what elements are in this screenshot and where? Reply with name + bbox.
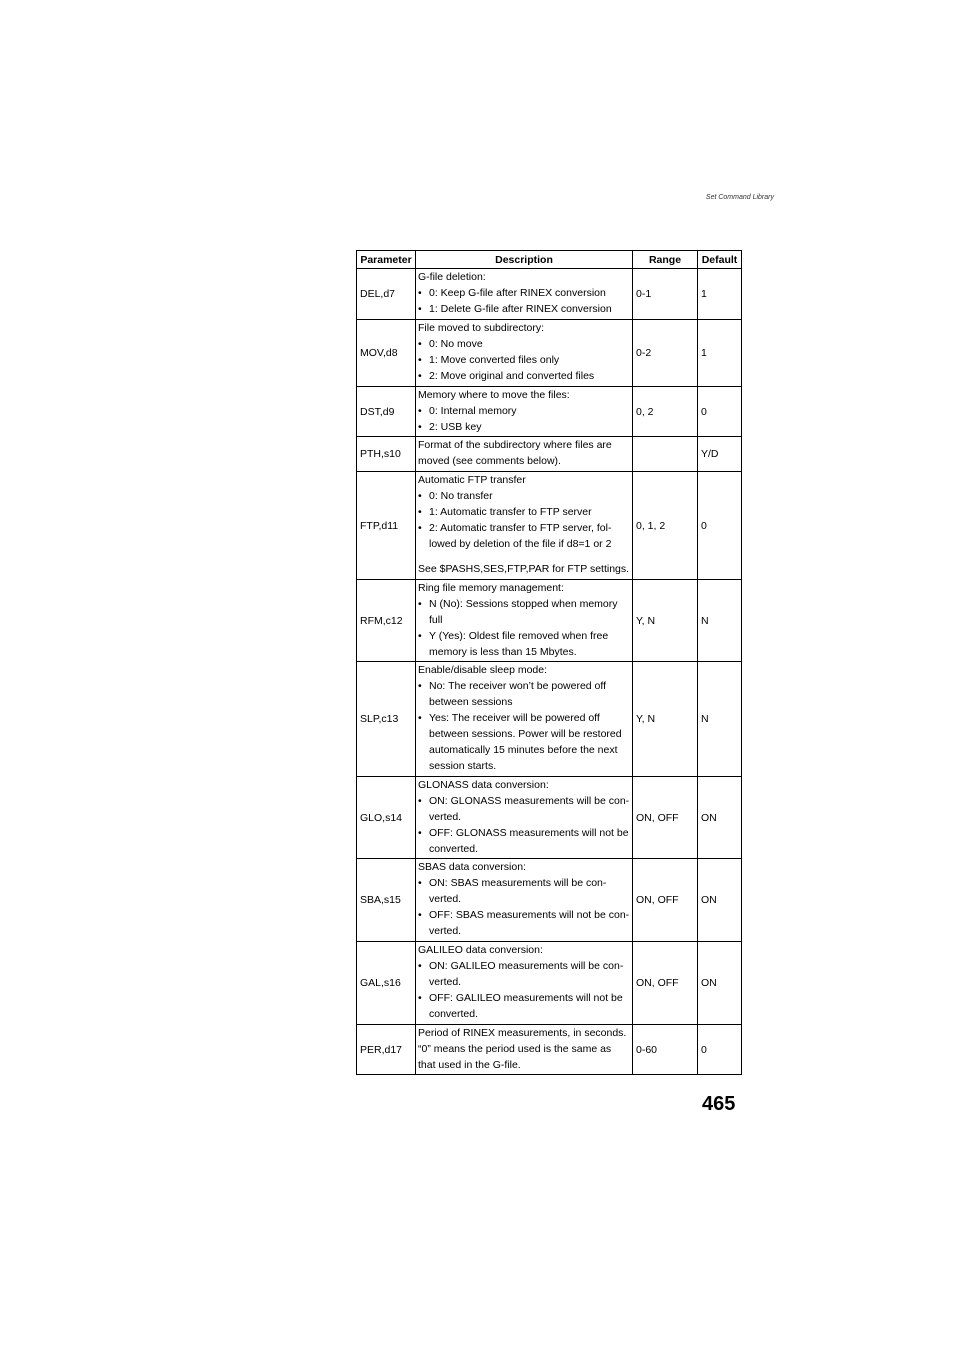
- table-header-row: [357, 251, 742, 269]
- range-cell: 0-1: [633, 269, 698, 320]
- description-title: Period of RINEX measurements, in seconds. “0” means the period used is the same as that used in the G-file.: [418, 1027, 627, 1071]
- description-cell: [416, 662, 633, 777]
- description-bullet: • ON: SBAS measurements will be con-verted.: [418, 875, 630, 907]
- table-row: [357, 859, 742, 942]
- parameter-cell: SLP,c13: [357, 662, 416, 777]
- description-note: See $PASHS,SES,FTP,PAR for FTP settings.: [418, 563, 630, 575]
- table-row: [357, 777, 742, 859]
- table-row: [357, 662, 742, 777]
- range-cell: ON, OFF: [633, 859, 698, 942]
- table-row: [357, 437, 742, 472]
- range-cell: 0, 2: [633, 387, 698, 437]
- parameter-cell: DEL,d7: [357, 269, 416, 320]
- description-title: SBAS data conversion:: [418, 861, 526, 873]
- table-body: [357, 269, 742, 1075]
- parameter-cell: MOV,d8: [357, 320, 416, 387]
- description-bullet: • 1: Delete G-file after RINEX conversion: [418, 301, 630, 317]
- parameter-cell: SBA,s15: [357, 859, 416, 942]
- table-row: [357, 1025, 742, 1075]
- description-bullet: • 0: No transfer: [418, 488, 630, 504]
- description-cell: [416, 320, 633, 387]
- description-bullet-list: [418, 596, 630, 660]
- description-bullet-list: [418, 488, 630, 552]
- description-title: GALILEO data conversion:: [418, 944, 543, 956]
- table-row: [357, 387, 742, 437]
- running-header: Set Command Library: [705, 194, 774, 201]
- description-cell: [416, 580, 633, 662]
- table-row: [357, 472, 742, 580]
- description-bullet: • 2: Move original and converted files: [418, 368, 630, 384]
- default-cell: ON: [698, 859, 742, 942]
- description-title: Enable/disable sleep mode:: [418, 664, 548, 676]
- parameter-cell: GAL,s16: [357, 942, 416, 1025]
- description-bullet-list: [418, 875, 630, 939]
- description-bullet-list: [418, 336, 630, 384]
- description-bullet: • 1: Move converted files only: [418, 352, 630, 368]
- description-cell: [416, 1025, 633, 1075]
- range-cell: Y, N: [633, 580, 698, 662]
- default-cell: Y/D: [698, 437, 742, 472]
- description-bullet: • 2: USB key: [418, 419, 630, 435]
- default-cell: N: [698, 662, 742, 777]
- parameter-cell: PTH,s10: [357, 437, 416, 472]
- description-bullet-list: [418, 793, 630, 857]
- range-cell: ON, OFF: [633, 942, 698, 1025]
- parameter-table: [356, 250, 742, 1075]
- description-bullet: • OFF: SBAS measurements will not be con-verted.: [418, 907, 630, 939]
- description-cell: [416, 472, 633, 580]
- description-title: Automatic FTP transfer: [418, 474, 526, 486]
- description-bullet: • N (No): Sessions stopped when memory full: [418, 596, 630, 628]
- range-cell: [633, 437, 698, 472]
- description-bullet-list: [418, 285, 630, 317]
- description-title: File moved to subdirectory:: [418, 322, 545, 334]
- range-cell: Y, N: [633, 662, 698, 777]
- description-bullet: • ON: GALILEO measurements will be con-verted.: [418, 958, 630, 990]
- column-header-range: Range: [633, 251, 698, 269]
- description-cell: [416, 269, 633, 320]
- parameter-cell: PER,d17: [357, 1025, 416, 1075]
- parameter-cell: GLO,s14: [357, 777, 416, 859]
- description-cell: [416, 777, 633, 859]
- default-cell: 0: [698, 387, 742, 437]
- description-title: G-file deletion:: [418, 271, 486, 283]
- default-cell: N: [698, 580, 742, 662]
- default-cell: 0: [698, 1025, 742, 1075]
- description-title: Format of the subdirectory where files are moved (see comments below).: [418, 439, 612, 467]
- description-title: GLONASS data conversion:: [418, 779, 549, 791]
- range-cell: 0, 1, 2: [633, 472, 698, 580]
- range-cell: ON, OFF: [633, 777, 698, 859]
- parameter-cell: RFM,c12: [357, 580, 416, 662]
- description-cell: [416, 859, 633, 942]
- description-bullet-list: [418, 678, 630, 774]
- default-cell: 0: [698, 472, 742, 580]
- table-row: [357, 942, 742, 1025]
- default-cell: 1: [698, 320, 742, 387]
- description-bullet: • 2: Automatic transfer to FTP server, fol-lowed by deletion of the file if d8=1 or 2: [418, 520, 630, 552]
- description-bullet: • ON: GLONASS measurements will be con-verted.: [418, 793, 630, 825]
- description-bullet: • 0: No move: [418, 336, 630, 352]
- default-cell: ON: [698, 777, 742, 859]
- range-cell: 0-60: [633, 1025, 698, 1075]
- range-cell: 0-2: [633, 320, 698, 387]
- parameter-cell: FTP,d11: [357, 472, 416, 580]
- description-title: Memory where to move the files:: [418, 389, 570, 401]
- description-bullet: • 1: Automatic transfer to FTP server: [418, 504, 630, 520]
- description-bullet: • No: The receiver won’t be powered off between sessions: [418, 678, 630, 710]
- description-cell: [416, 437, 633, 472]
- description-title: Ring file memory management:: [418, 582, 564, 594]
- description-bullet: • Yes: The receiver will be powered off between sessions. Power will be restored automatically 15 minutes before the next session starts.: [418, 710, 630, 774]
- description-bullet: • OFF: GLONASS measurements will not be converted.: [418, 825, 630, 857]
- column-header-parameter: Parameter: [357, 251, 416, 269]
- description-bullet-list: [418, 958, 630, 1022]
- description-bullet: • 0: Keep G-file after RINEX conversion: [418, 285, 630, 301]
- description-cell: [416, 942, 633, 1025]
- parameter-cell: DST,d9: [357, 387, 416, 437]
- description-bullet-list: [418, 403, 630, 435]
- default-cell: 1: [698, 269, 742, 320]
- description-bullet: • Y (Yes): Oldest file removed when free memory is less than 15 Mbytes.: [418, 628, 630, 660]
- description-bullet: • 0: Internal memory: [418, 403, 630, 419]
- default-cell: ON: [698, 942, 742, 1025]
- description-cell: [416, 387, 633, 437]
- column-header-description: Description: [416, 251, 633, 269]
- description-bullet: • OFF: GALILEO measurements will not be converted.: [418, 990, 630, 1022]
- table-row: [357, 269, 742, 320]
- table-row: [357, 320, 742, 387]
- column-header-default: Default: [698, 251, 742, 269]
- table-row: [357, 580, 742, 662]
- page-number: 465: [702, 1093, 736, 1115]
